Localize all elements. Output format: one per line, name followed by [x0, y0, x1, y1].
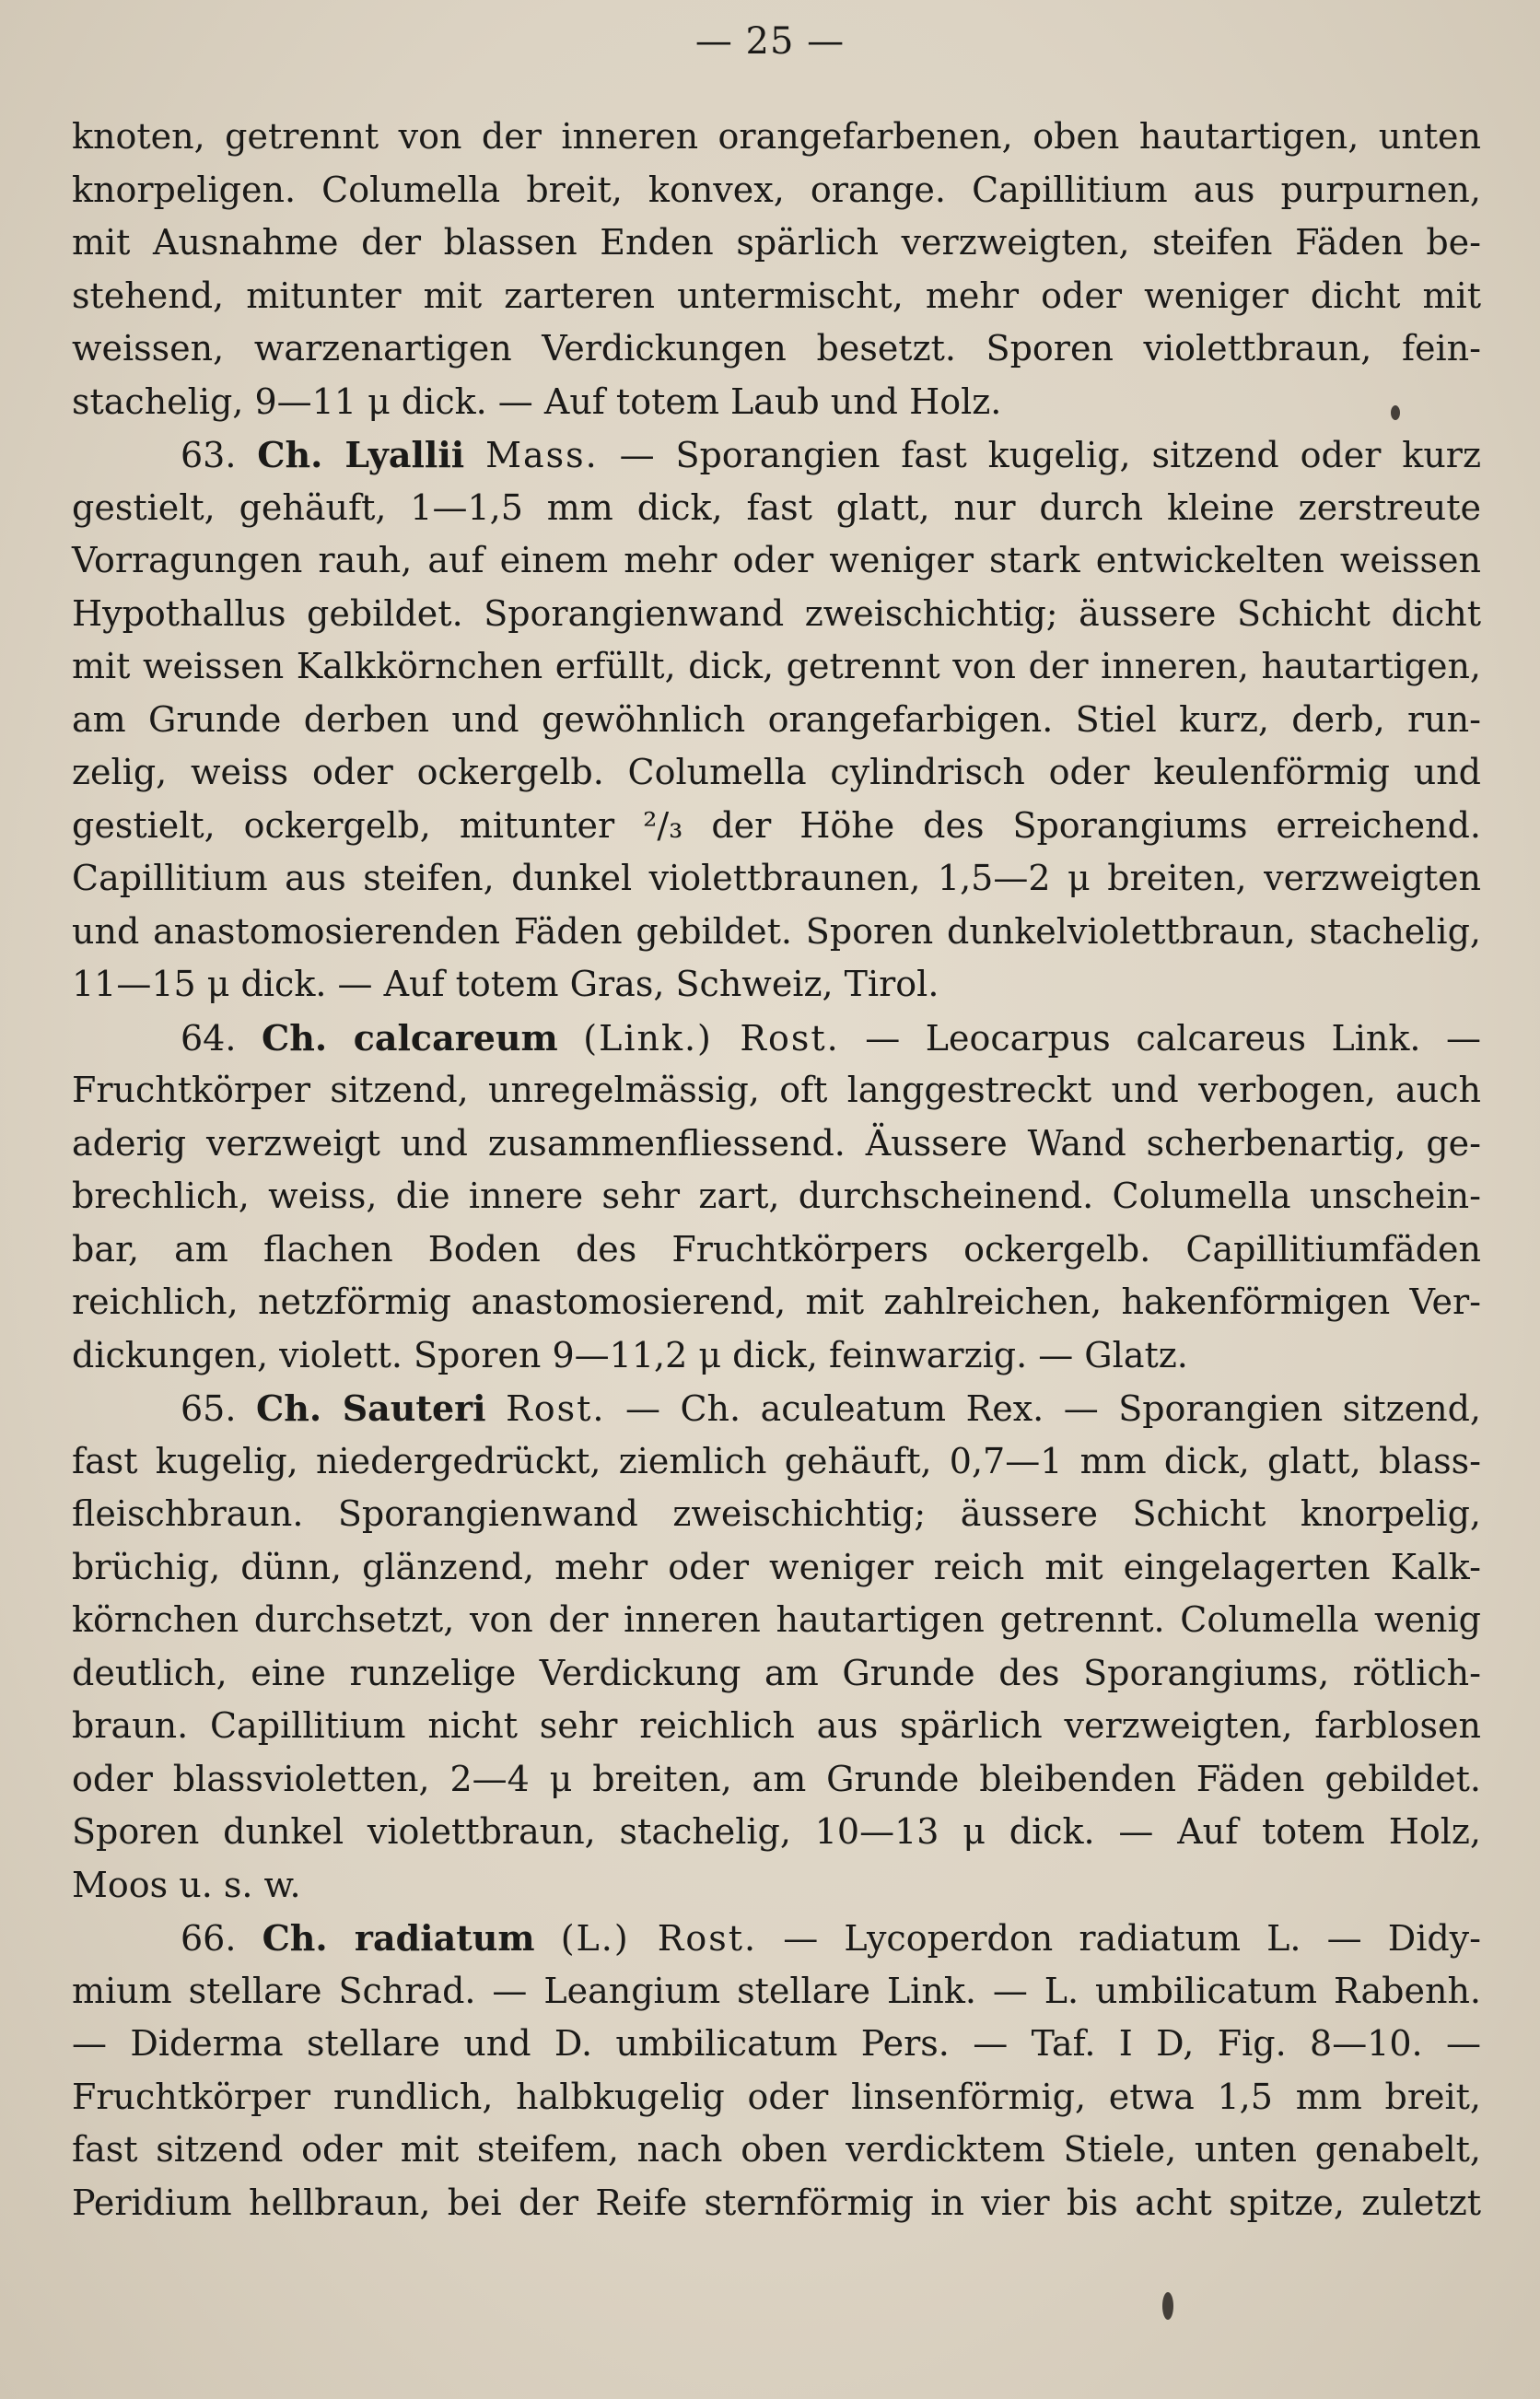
line-text: und anastomosierenden Fäden gebildet. Sporen dunkelviolettbraun, stachelig, [72, 910, 1481, 952]
text-line [72, 322, 1481, 376]
text-line [72, 1276, 1481, 1329]
text-line [72, 1647, 1481, 1701]
ink-speck [1391, 405, 1400, 420]
text-line [72, 1700, 1481, 1753]
species-name: Ch. radiatum [262, 1917, 535, 1959]
line-text: braun. Capillitium nicht sehr reichlich aus spärlich verzweigten, farblosen [72, 1705, 1481, 1746]
line-text: stehend, mitunter mit zarteren untermischt, mehr oder weniger dicht mit [72, 275, 1481, 316]
line-text: weissen, warzenartigen Verdickungen besetzt. Sporen violettbraun, fein- [72, 328, 1481, 369]
text-line [72, 164, 1481, 217]
line-text: brüchig, dünn, glänzend, mehr oder weniger reich mit eingelagerten Kalk- [72, 1546, 1481, 1587]
text-line [72, 1806, 1481, 1859]
text-line [72, 588, 1481, 641]
text-line [72, 1541, 1481, 1595]
line-text: zelig, weiss oder ockergelb. Columella cylindrisch oder keulenförmig und [72, 752, 1481, 792]
text-line [72, 270, 1481, 323]
text-line [72, 852, 1481, 906]
page-number: — 25 — [694, 20, 846, 63]
text-line [72, 746, 1481, 800]
line-text: — Lycoperdon radiatum L. — Didy- [783, 1918, 1481, 1959]
line-text: Peridium hellbraun, bei der Reife sternförmig in vier bis acht spitze, zuletzt [72, 2182, 1481, 2223]
line-text: Moos u. s. w. [72, 1864, 301, 1905]
line-text: am Grunde derben und gewöhnlich orangefarbigen. Stiel kurz, derb, run- [72, 698, 1481, 740]
text-line [72, 2018, 1481, 2071]
line-text: 11—15 μ dick. — Auf totem Gras, Schweiz, Tirol. [72, 964, 939, 1004]
species-author: Mass. [485, 435, 599, 475]
text-line [72, 1329, 1481, 1383]
entry-heading-line [72, 1912, 1481, 1965]
line-text: mit Ausnahme der blassen Enden spärlich verzweigten, steifen Fäden be- [72, 222, 1481, 263]
body-text [72, 111, 1481, 2229]
line-text: oder blassvioletten, 2—4 μ breiten, am Grunde bleibenden Fäden gebildet. [72, 1758, 1481, 1799]
text-line [72, 1594, 1481, 1647]
text-line [72, 376, 1481, 429]
text-line [72, 1753, 1481, 1807]
entry-number: 64. [181, 1017, 237, 1059]
line-text: Capillitium aus steifen, dunkel violettbraunen, 1,5—2 μ breiten, verzweigten [72, 858, 1481, 898]
line-text: fast sitzend oder mit steifem, nach oben verdicktem Stiele, unten genabelt, [72, 2129, 1481, 2170]
line-text: knoten, getrennt von der inneren orangefarbenen, oben hautartigen, unten [72, 116, 1481, 157]
text-line [72, 1118, 1481, 1171]
line-text: Fruchtkörper rundlich, halbkugelig oder linsenförmig, etwa 1,5 mm breit, [72, 2076, 1481, 2117]
text-line [72, 640, 1481, 694]
text-line [72, 2124, 1481, 2177]
line-text: aderig verzweigt und zusammenfliessend. Äussere Wand scherbenartig, ge- [72, 1122, 1481, 1164]
species-name: Ch. calcareum [261, 1016, 558, 1059]
text-line [72, 906, 1481, 959]
ink-speck [1162, 2292, 1173, 2320]
line-text: brechlich, weiss, die innere sehr zart, durchscheinend. Columella unschein- [72, 1176, 1481, 1216]
entry-number: 63. [181, 435, 237, 475]
line-text: gestielt, ockergelb, mitunter ²/₃ der Höhe des Sporangiums erreichend. [72, 804, 1481, 846]
text-line [72, 2177, 1481, 2230]
entry-heading-line [72, 1382, 1481, 1435]
text-line [72, 111, 1481, 164]
line-text: stachelig, 9—11 μ dick. — Auf totem Laub und Holz. [72, 380, 1002, 422]
text-line [72, 1859, 1481, 1913]
text-line [72, 482, 1481, 535]
line-text: reichlich, netzförmig anastomosierend, mit zahlreichen, hakenförmigen Ver- [72, 1281, 1481, 1322]
text-line [72, 1064, 1481, 1118]
line-text: — Sporangien fast kugelig, sitzend oder kurz [619, 435, 1481, 475]
line-text: dickungen, violett. Sporen 9—11,2 μ dick, feinwarzig. — Glatz. [72, 1334, 1188, 1375]
text-line [72, 2071, 1481, 2124]
line-text: Vorragungen rauh, auf einem mehr oder weniger stark entwickelten weissen [72, 540, 1481, 580]
species-name: Ch. Lyallii [257, 434, 465, 475]
line-text: körnchen durchsetzt, von der inneren hautartigen getrennt. Columella wenig [72, 1599, 1481, 1640]
line-text: — Leocarpus calcareus Link. — [865, 1017, 1481, 1059]
text-line [72, 1170, 1481, 1223]
line-text: deutlich, eine runzelige Verdickung am Grunde des Sporangiums, rötlich- [72, 1652, 1481, 1693]
text-line [72, 958, 1481, 1012]
text-line [72, 694, 1481, 747]
text-line [72, 534, 1481, 588]
line-text: Hypothallus gebildet. Sporangienwand zweischichtig; äussere Schicht dicht [72, 592, 1481, 634]
line-text: bar, am flachen Boden des Fruchtkörpers ockergelb. Capillitiumfäden [72, 1228, 1481, 1270]
entry-number: 65. [181, 1388, 237, 1429]
text-line [72, 1223, 1481, 1277]
line-text: knorpeligen. Columella breit, konvex, orange. Capillitium aus purpurnen, [72, 169, 1481, 210]
text-line [72, 800, 1481, 853]
line-text: — Ch. aculeatum Rex. — Sporangien sitzend, [624, 1388, 1481, 1429]
line-text: Sporen dunkel violettbraun, stachelig, 10—13 μ dick. — Auf totem Holz, [72, 1811, 1481, 1852]
entry-heading-line [72, 1012, 1481, 1065]
line-text: mium stellare Schrad. — Leangium stellare Link. — L. umbilicatum Rabenh. [72, 1970, 1481, 2011]
line-text: fleischbraun. Sporangienwand zweischichtig; äussere Schicht knorpelig, [72, 1493, 1481, 1534]
line-text: Fruchtkörper sitzend, unregelmässig, oft langgestreckt und verbogen, auch [72, 1070, 1481, 1110]
line-text: mit weissen Kalkkörnchen erfüllt, dick, getrennt von der inneren, hautartigen, [72, 646, 1481, 686]
text-line [72, 1965, 1481, 2019]
text-line [72, 216, 1481, 270]
species-author: (Link.) Rost. [583, 1017, 840, 1059]
line-text: — Diderma stellare und D. umbilicatum Pers. — Taf. I D, Fig. 8—10. — [72, 2023, 1481, 2064]
line-text: fast kugelig, niedergedrückt, ziemlich gehäuft, 0,7—1 mm dick, glatt, blass- [72, 1440, 1481, 1481]
species-author: Rost. [506, 1388, 606, 1429]
text-line [72, 1435, 1481, 1489]
entry-heading-line [72, 428, 1481, 482]
entry-number: 66. [181, 1918, 237, 1959]
species-author: (L.) Rost. [560, 1918, 758, 1959]
line-text: gestielt, gehäuft, 1—1,5 mm dick, fast glatt, nur durch kleine zerstreute [72, 486, 1481, 528]
species-name: Ch. Sauteri [255, 1387, 486, 1429]
text-line [72, 1488, 1481, 1541]
